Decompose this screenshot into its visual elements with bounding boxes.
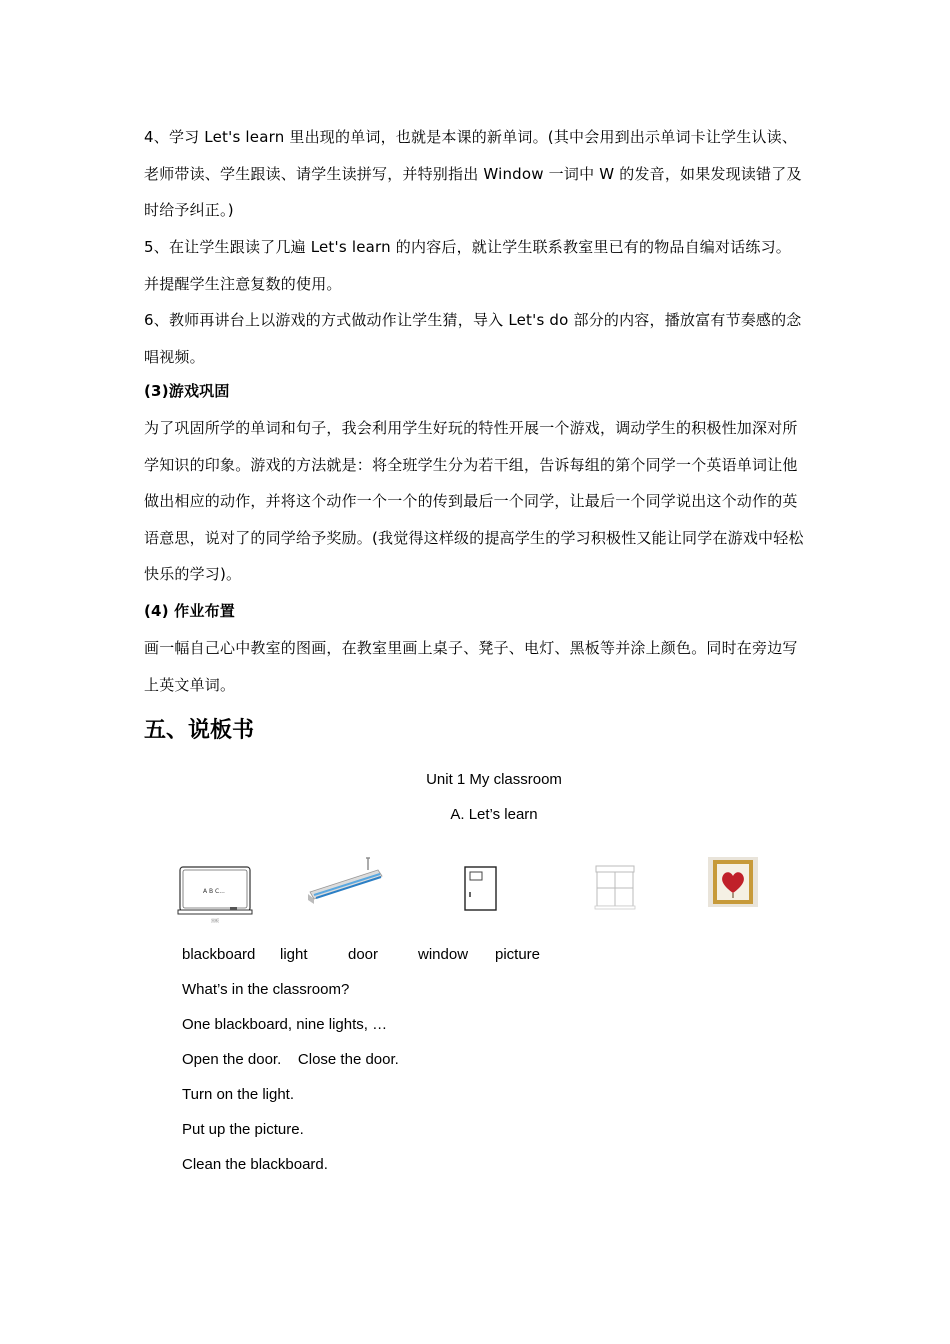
paragraph-game: 为了巩固所学的单词和句子，我会利用学生好玩的特性开展一个游戏，调动学生的积极性加深对所学知识的印象。游戏的方法就是：将全班学生分为若干组，告诉每组的第个同学一个英语单词让他做出相应的动作，并将这个动作一个一个的传到最后一个同学，让最后一个同学说出这个动作的英语意思，说对了的同学给予奖励。(我觉得这样级的提高学生的学习积极性又能让同学在游戏中轻松快乐的学习)。	[144, 419, 804, 583]
window-icon	[594, 864, 638, 912]
heading-homework: (4) 作业布置	[144, 602, 235, 620]
board-line: Turn on the light.	[182, 1086, 295, 1103]
word-blackboard: blackboard	[182, 946, 256, 963]
unit-title: Unit 1 My classroom	[426, 771, 562, 788]
door-icon	[464, 866, 498, 912]
blackboard-letters: A B C...	[203, 888, 225, 895]
board-line: What’s in the classroom?	[182, 981, 350, 998]
board-line: One blackboard, nine lights, …	[182, 1016, 388, 1033]
word-light: light	[280, 946, 308, 963]
word-door: door	[348, 946, 379, 963]
light-icon	[302, 856, 386, 908]
picture-icon	[708, 857, 758, 907]
lesson-title: A. Let’s learn	[450, 806, 538, 823]
paragraph-step-4: 4、学习 Let's learn 里出现的单词，也就是本课的新单词。(其中会用到出示单词卡让学生认读、老师带读、学生跟读、请学生读拼写，并特别指出 Window 一词中 W 的发音，如果发现读错了及时给予纠正。)	[144, 128, 802, 219]
board-line: Open the door. Close the door.	[182, 1051, 399, 1068]
heading-game: (3)游戏巩固	[144, 382, 230, 400]
board-line: Clean the blackboard.	[182, 1156, 328, 1173]
paragraph-step-5: 5、在让学生跟读了几遍 Let's learn 的内容后，就让学生联系教室里已有的物品自编对话练习。并提醒学生注意复数的使用。	[144, 238, 791, 293]
board-line: Put up the picture.	[182, 1121, 304, 1138]
paragraph-homework: 画一幅自己心中教室的图画，在教室里画上桌子、凳子、电灯、黑板等并涂上颜色。同时在旁边写上英文单词。	[144, 639, 798, 694]
blackboard-caption: 黑板	[211, 918, 219, 923]
word-window: window	[418, 946, 469, 963]
section-title: 五、说板书	[144, 717, 255, 743]
blackboard-icon	[176, 862, 256, 924]
word-picture: picture	[495, 946, 541, 963]
paragraph-step-6: 6、教师再讲台上以游戏的方式做动作让学生猜，导入 Let's do 部分的内容，播放富有节奏感的念唱视频。	[144, 311, 802, 366]
